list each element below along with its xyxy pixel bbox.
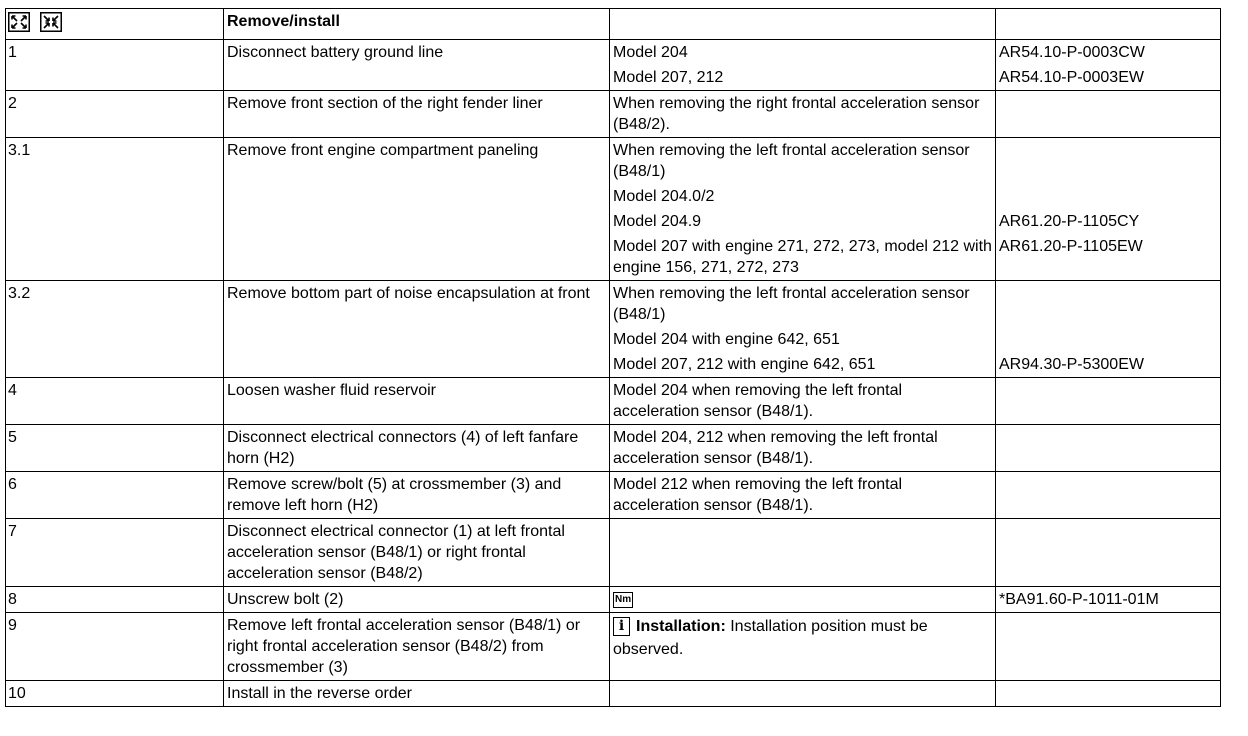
- step-number: 3.1: [6, 138, 224, 281]
- step-references: [996, 425, 1221, 472]
- condition-text: Model 207, 212 with engine 642, 651: [613, 356, 876, 373]
- step-number: 6: [6, 472, 224, 519]
- header-icons-cell: [6, 9, 224, 40]
- table-row: [6, 378, 1221, 425]
- step-references: [996, 91, 1221, 138]
- step-number: 5: [6, 425, 224, 472]
- step-action: Disconnect battery ground line: [224, 40, 610, 91]
- step-action: Remove screw/bolt (5) at crossmember (3) and remove left horn (H2): [224, 472, 610, 519]
- step-references: [996, 40, 1221, 91]
- step-action: Remove left frontal acceleration sensor (B48/1) or right frontal acceleration sensor (B48/2) from crossmember (3): [224, 613, 610, 681]
- condition-text: When removing the left frontal acceleration sensor (B48/1): [613, 285, 970, 323]
- torque-nm-icon[interactable]: Nm: [613, 592, 633, 608]
- step-references: [996, 613, 1221, 681]
- step-number: 9: [6, 613, 224, 681]
- header-title: Remove/install: [224, 9, 610, 40]
- step-note: [610, 613, 996, 681]
- table-row: [6, 613, 1221, 681]
- step-number: 7: [6, 519, 224, 587]
- header-empty-cell: [996, 9, 1221, 40]
- note-text: Installation position must be observed.: [613, 618, 928, 658]
- table-row: [6, 681, 1221, 707]
- condition-text: Model 207 with engine 271, 272, 273, model 212 with engine 156, 271, 272, 273: [613, 238, 992, 276]
- step-references: [996, 519, 1221, 587]
- table-row: [6, 472, 1221, 519]
- step-conditions: [610, 472, 996, 519]
- table-row: [6, 138, 1221, 281]
- condition-text: Model 204: [613, 44, 688, 61]
- step-references: [996, 281, 1221, 378]
- table-row: [6, 40, 1221, 91]
- condition-text: Model 204 when removing the left frontal acceleration sensor (B48/1).: [613, 382, 903, 420]
- table-row: [6, 425, 1221, 472]
- step-number: 8: [6, 587, 224, 613]
- step-conditions: [610, 587, 996, 613]
- step-references: [996, 378, 1221, 425]
- procedure-table-wrapper: [5, 8, 1221, 707]
- step-action: Remove front section of the right fender liner: [224, 91, 610, 138]
- step-number: 2: [6, 91, 224, 138]
- procedure-table: [5, 8, 1221, 707]
- reference-link[interactable]: AR54.10-P-0003EW: [999, 69, 1144, 86]
- step-references: [996, 587, 1221, 613]
- condition-text: Model 204, 212 when removing the left frontal acceleration sensor (B48/1).: [613, 429, 938, 467]
- expand-arrows-icon[interactable]: [8, 12, 30, 32]
- reference-link[interactable]: AR54.10-P-0003CW: [999, 44, 1145, 61]
- step-conditions: [610, 91, 996, 138]
- reference-link[interactable]: AR61.20-P-1105CY: [999, 213, 1140, 230]
- step-conditions: [610, 425, 996, 472]
- step-action: Unscrew bolt (2): [224, 587, 610, 613]
- step-conditions: [610, 378, 996, 425]
- step-number: 4: [6, 378, 224, 425]
- table-row: [6, 587, 1221, 613]
- step-action: Loosen washer fluid reservoir: [224, 378, 610, 425]
- condition-text: Model 212 when removing the left frontal acceleration sensor (B48/1).: [613, 476, 903, 514]
- step-conditions: [610, 681, 996, 707]
- condition-text: Model 204.0/2: [613, 188, 715, 205]
- condition-text: Model 207, 212: [613, 69, 724, 86]
- collapse-arrows-icon[interactable]: [40, 12, 62, 32]
- reference-link[interactable]: AR94.30-P-5300EW: [999, 356, 1144, 373]
- header-empty-cell: [610, 9, 996, 40]
- table-row: [6, 519, 1221, 587]
- table-row: [6, 281, 1221, 378]
- reference-link[interactable]: AR61.20-P-1105EW: [999, 238, 1143, 255]
- step-conditions: [610, 138, 996, 281]
- step-references: [996, 472, 1221, 519]
- info-icon: i: [613, 617, 630, 636]
- condition-text: Model 204.9: [613, 213, 702, 230]
- table-row: [6, 91, 1221, 138]
- reference-link[interactable]: *BA91.60-P-1011-01M: [999, 591, 1159, 608]
- note-label: Installation:: [636, 618, 726, 635]
- step-number: 1: [6, 40, 224, 91]
- table-header-row: [6, 9, 1221, 40]
- step-references: [996, 138, 1221, 281]
- condition-text: Model 204 with engine 642, 651: [613, 331, 840, 348]
- step-references: [996, 681, 1221, 707]
- step-number: 10: [6, 681, 224, 707]
- condition-text: When removing the right frontal acceleration sensor (B48/2).: [613, 95, 980, 133]
- step-action: Install in the reverse order: [224, 681, 610, 707]
- step-action: Disconnect electrical connector (1) at left frontal acceleration sensor (B48/1) or right frontal acceleration sensor (B48/2): [224, 519, 610, 587]
- step-conditions: [610, 519, 996, 587]
- condition-text: When removing the left frontal acceleration sensor (B48/1): [613, 142, 970, 180]
- step-conditions: [610, 281, 996, 378]
- step-conditions: [610, 40, 996, 91]
- step-action: Disconnect electrical connectors (4) of left fanfare horn (H2): [224, 425, 610, 472]
- step-action: Remove bottom part of noise encapsulation at front: [224, 281, 610, 378]
- step-action: Remove front engine compartment paneling: [224, 138, 610, 281]
- step-number: 3.2: [6, 281, 224, 378]
